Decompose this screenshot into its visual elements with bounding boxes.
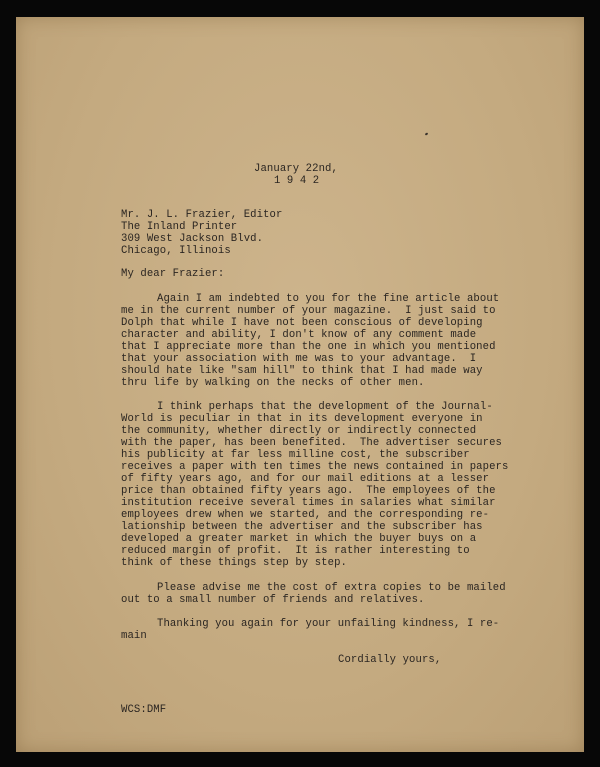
closing: Cordially yours, — [338, 654, 442, 666]
paragraph-line: Dolph that while I have not been conscious of developing — [121, 317, 483, 329]
paragraph-line: main — [121, 630, 147, 642]
letter-page — [16, 17, 584, 752]
paragraph-line: institution receive several times in salaries what similar — [121, 497, 496, 509]
paragraph-line: World is peculiar in that in its development everyone in — [121, 413, 483, 425]
address-line: The Inland Printer — [121, 221, 238, 233]
paragraph-line: price than obtained fifty years ago. The employees of the — [121, 485, 496, 497]
salutation: My dear Frazier: — [121, 268, 225, 280]
address-line: Mr. J. L. Frazier, Editor — [121, 209, 283, 221]
typist-initials: WCS:DMF — [121, 704, 167, 716]
paragraph-line: think of these things step by step. — [121, 557, 348, 569]
paragraph-line: Thanking you again for your unfailing kindness, I re- — [157, 618, 500, 630]
paragraph-line: me in the current number of your magazine. I just said to — [121, 305, 496, 317]
paragraph-line: I think perhaps that the development of the Journal- — [157, 401, 493, 413]
address-line: 309 West Jackson Blvd. — [121, 233, 264, 245]
ink-speck — [425, 132, 429, 135]
paragraph-line: reduced margin of profit. It is rather interesting to — [121, 545, 470, 557]
paragraph-line: with the paper, has been benefited. The advertiser secures — [121, 437, 502, 449]
paragraph-line: that your association with me was to your advantage. I — [121, 353, 477, 365]
paragraph-line: receives a paper with ten times the news contained in papers — [121, 461, 509, 473]
paragraph-line: Again I am indebted to you for the fine article about — [157, 293, 500, 305]
letter-date: January 22nd, — [254, 163, 338, 175]
paragraph-line: character and ability, I don't know of any comment made — [121, 329, 477, 341]
paragraph-line: the community, whether directly or indirectly connected — [121, 425, 477, 437]
paragraph-line: that I appreciate more than the one in which you mentioned — [121, 341, 496, 353]
paragraph-line: Please advise me the cost of extra copies to be mailed — [157, 582, 506, 594]
paragraph-line: thru life by walking on the necks of other men. — [121, 377, 425, 389]
paragraph-line: his publicity at far less milline cost, the subscriber — [121, 449, 470, 461]
paragraph-line: out to a small number of friends and relatives. — [121, 594, 425, 606]
letter-year: 1 9 4 2 — [274, 175, 320, 187]
paragraph-line: lationship between the advertiser and the subscriber has — [121, 521, 483, 533]
paragraph-line: of fifty years ago, and for our mail editions at a lesser — [121, 473, 490, 485]
address-line: Chicago, Illinois — [121, 245, 231, 257]
paragraph-line: employees drew when we started, and the corresponding re- — [121, 509, 490, 521]
paragraph-line: should hate like "sam hill" to think that I had made way — [121, 365, 483, 377]
paragraph-line: developed a greater market in which the buyer buys on a — [121, 533, 477, 545]
